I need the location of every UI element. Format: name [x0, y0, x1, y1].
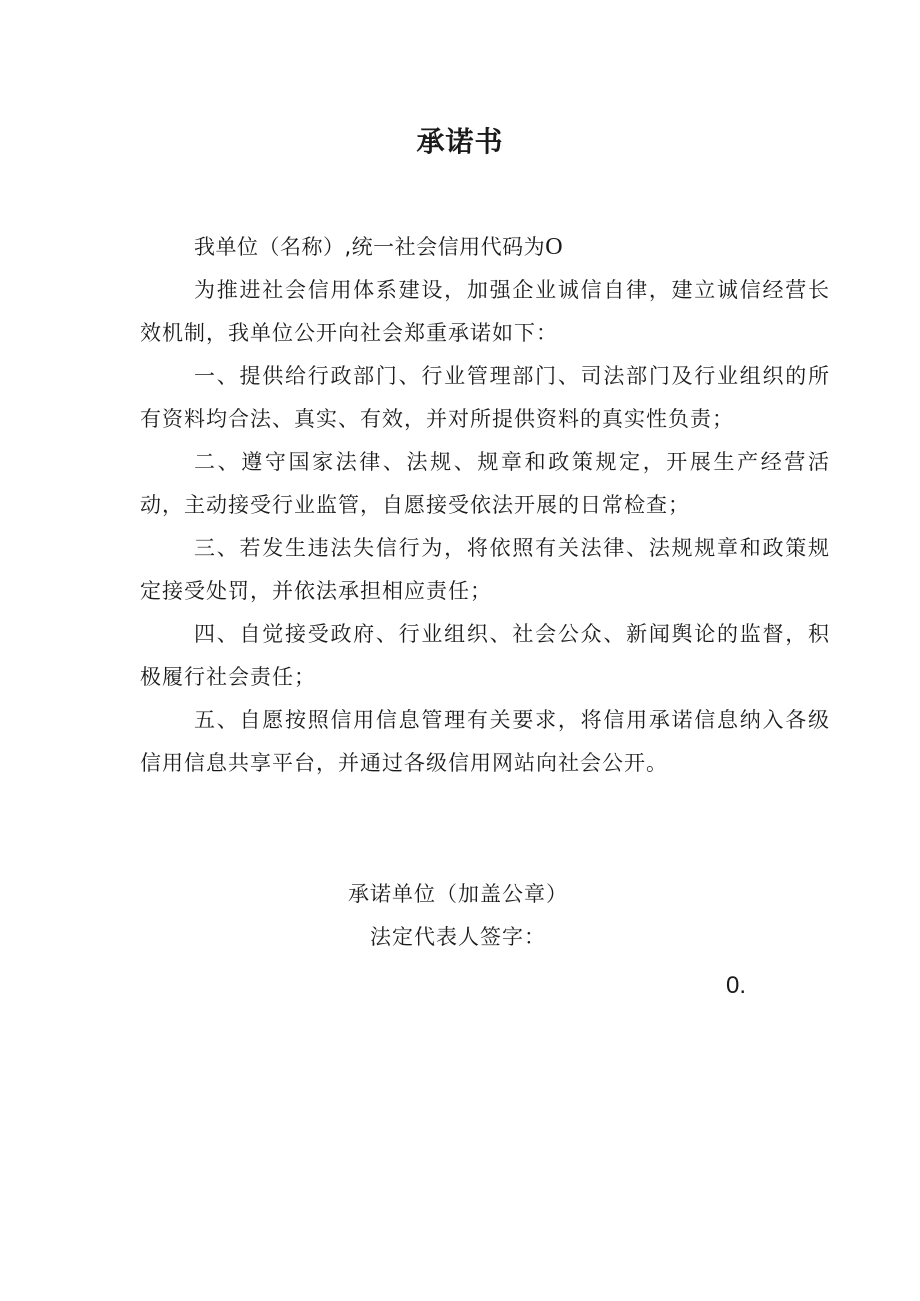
commitment-item-1: 一、提供给行政部门、行业管理部门、司法部门及行业组织的所有资料均合法、真实、有效，并对所提供资料的真实性负责； [140, 364, 830, 431]
intro-text: 我单位（名称）,统一社会信用代码为 [194, 235, 546, 259]
credit-code-mark: O [545, 234, 564, 260]
signature-block [348, 873, 568, 959]
signing-unit-label: 承诺单位（加盖公章） [348, 882, 568, 906]
commitment-item-3: 三、若发生违法失信行为，将依照有关法律、法规规章和政策规定接受处罚，并依法承担相应责任； [140, 536, 830, 603]
preamble-paragraph: 为推进社会信用体系建设，加强企业诚信自律，建立诚信经营长效机制，我单位公开向社会郑重承诺如下： [140, 278, 830, 345]
intro-paragraph [140, 226, 830, 269]
document-title: 承诺书 [416, 125, 504, 158]
commitment-item-2: 二、遵守国家法律、法规、规章和政策规定，开展生产经营活动，主动接受行业监管，自愿接受依法开展的日常检查； [140, 450, 830, 517]
commitment-item-4: 四、自觉接受政府、行业组织、社会公众、新闻舆论的监督，积极履行社会责任； [140, 622, 830, 689]
date-mark: 0. [726, 972, 747, 999]
document-body [140, 226, 830, 785]
commitment-item-5: 五、自愿按照信用信息管理有关要求，将信用承诺信息纳入各级信用信息共享平台，并通过各级信用网站向社会公开。 [140, 708, 830, 775]
legal-representative-label: 法定代表人签字： [370, 925, 546, 949]
